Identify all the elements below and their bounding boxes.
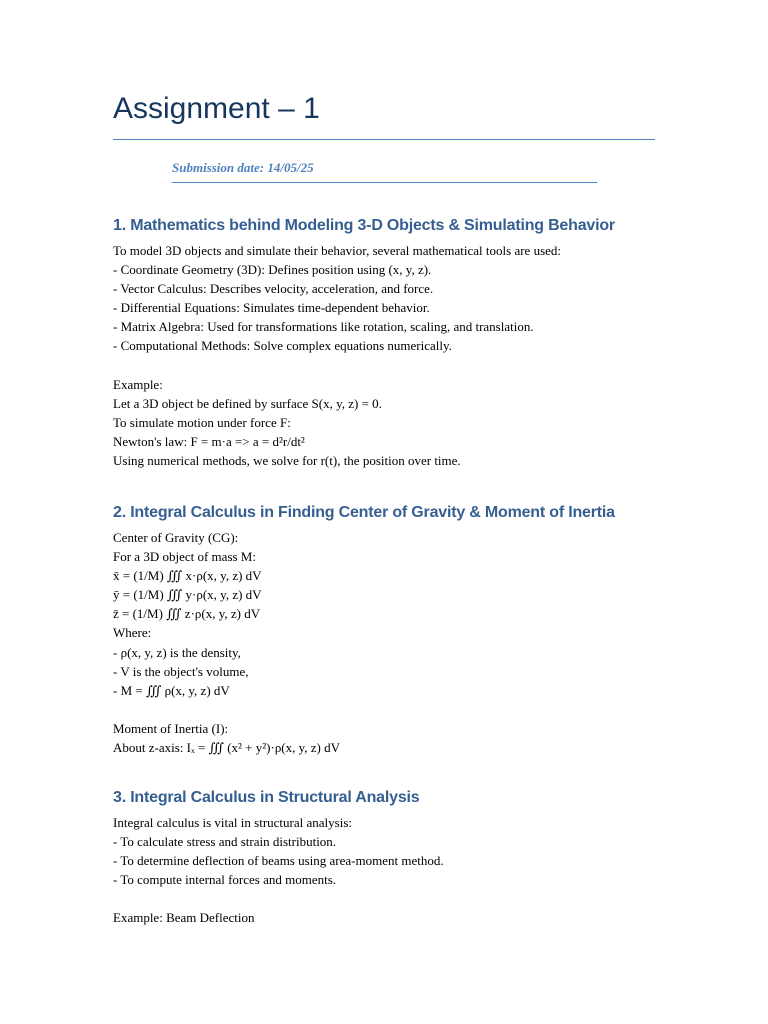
text-line: - Vector Calculus: Describes velocity, acceleration, and force. <box>113 281 434 297</box>
text-line: - Coordinate Geometry (3D): Defines position using (x, y, z). <box>113 262 432 278</box>
section-body <box>113 813 673 928</box>
text-line: - Computational Methods: Solve complex equations numerically. <box>113 338 452 354</box>
text-line: x̄ = (1/M) ∭ x·ρ(x, y, z) dV <box>113 568 262 584</box>
text-line: For a 3D object of mass M: <box>113 549 256 565</box>
text-line: - To compute internal forces and moments. <box>113 872 337 888</box>
text-line: z̄ = (1/M) ∭ z·ρ(x, y, z) dV <box>113 606 261 622</box>
text-line: Example: Beam Deflection <box>113 910 255 926</box>
title-divider <box>113 139 655 140</box>
document-title: Assignment – 1 <box>113 92 320 125</box>
text-line: - M = ∭ ρ(x, y, z) dV <box>113 682 230 698</box>
text-line: Center of Gravity (CG): <box>113 530 239 545</box>
text-line: Let a 3D object be defined by surface S(x, y, z) = 0. <box>113 395 382 411</box>
section-structural-analysis <box>113 787 673 928</box>
text-line: Using numerical methods, we solve for r(t), the position over time. <box>113 453 461 469</box>
text-line: - ρ(x, y, z) is the density, <box>113 644 241 660</box>
text-line: - To determine deflection of beams using area-moment method. <box>113 853 444 869</box>
section-center-of-gravity <box>113 502 673 757</box>
text-line: - V is the object's volume, <box>113 663 249 679</box>
section-body <box>113 241 673 470</box>
section-body <box>113 528 673 757</box>
text-line: ȳ = (1/M) ∭ y·ρ(x, y, z) dV <box>113 587 262 603</box>
submission-date-divider <box>172 182 597 183</box>
text-line: To model 3D objects and simulate their behavior, several mathematical tools are used: <box>113 243 562 258</box>
blank-line <box>113 889 673 908</box>
text-line: Moment of Inertia (I): <box>113 720 229 736</box>
blank-line <box>113 700 673 719</box>
text-line: - To calculate stress and strain distribution. <box>113 834 337 850</box>
submission-date: Submission date: 14/05/25 <box>172 160 314 175</box>
text-line: - Matrix Algebra: Used for transformations like rotation, scaling, and translation. <box>113 319 534 335</box>
section-heading: 1. Mathematics behind Modeling 3-D Objects & Simulating Behavior <box>113 217 615 234</box>
text-line: - Differential Equations: Simulates time-dependent behavior. <box>113 300 430 316</box>
blank-line <box>113 356 673 375</box>
text-line: Integral calculus is vital in structural analysis: <box>113 815 352 830</box>
text-line: To simulate motion under force F: <box>113 414 291 430</box>
text-line: About z-axis: Iₓ = ∭ (x² + y²)·ρ(x, y, z) dV <box>113 740 341 756</box>
text-line: Where: <box>113 625 152 641</box>
text-line: Newton's law: F = m·a => a = d²r/dt² <box>113 433 305 449</box>
section-heading: 3. Integral Calculus in Structural Analysis <box>113 789 420 806</box>
section-heading: 2. Integral Calculus in Finding Center of Gravity & Moment of Inertia <box>113 504 615 521</box>
text-line: Example: <box>113 376 163 392</box>
section-modeling <box>113 215 673 470</box>
